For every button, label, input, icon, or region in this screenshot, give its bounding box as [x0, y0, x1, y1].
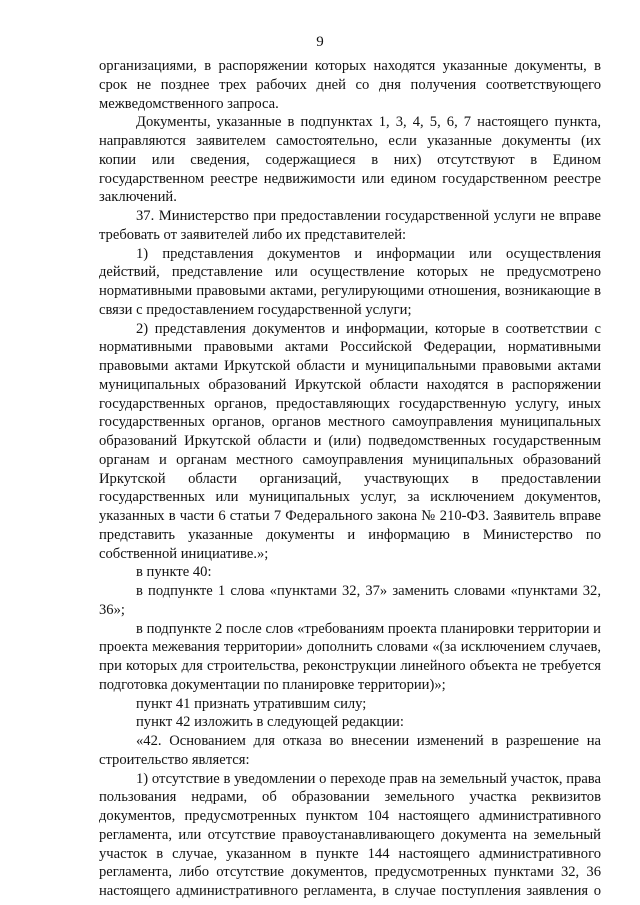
page-number: 9 [316, 34, 324, 50]
paragraph-clause-42-intro: пункт 42 изложить в следующей редакции: [136, 714, 404, 731]
paragraph-clause-42-sub1: 1) отсутствие в уведомлении о переходе прав на земельный участок, права пользования недрами, об образовании земельного участка реквизитов документов, предусмотренных пунктом 104 настоящего административного регламента, или отсутствие правоустанавливающего документа на земельный участок в случае, указанном в пункте 144 настоящего административного регламента, либо отсутствие документов, предусмотренных пунктами 32, 36 настоящего административного регламента, в случае поступления заявления о [99, 770, 601, 899]
paragraph-clause-41: пункт 41 признать утратившим силу; [136, 695, 367, 712]
paragraph-clause-42: «42. Основанием для отказа во внесении изменений в разрешение на строительство является: [99, 733, 601, 768]
document-body [99, 57, 601, 901]
paragraph-subclause-1: 1) представления документов и информации или осуществления действий, представление или осуществление которых не предусмотрено нормативными правовыми актами, регулирующими отношения, возникающие в связи с предоставлением государственной услуги; [99, 245, 601, 318]
paragraph-documents-submitted: Документы, указанные в подпунктах 1, 3, 4, 5, 6, 7 настоящего пункта, направляются заявителем самостоятельно, если указанные документы (их копии или сведения, содержащиеся в них) отсутствуют в Едином государственном реестре недвижимости или едином государственном реестре заключений. [99, 114, 601, 206]
paragraph-continuation: организациями, в распоряжении которых находятся указанные документы, в срок не позднее трех рабочих дней со дня получения соответствующего межведомственного запроса. [99, 58, 601, 112]
paragraph-subclause-2: 2) представления документов и информации, которые в соответствии с нормативными правовыми актами Российской Федерации, нормативными правовыми актами Иркутской области и муниципальными правовыми актами муниципальных образований Иркутской области находятся в распоряжении государственных органов, предоставляющих государственную услугу, иных государственных органов, органов местного самоуправления муниципальных образований Иркутской области и (или) подведомственных государственным органам и органам местного самоуправления муниципальных образований Иркутской области организаций, участвующих в предоставлении государственных или муниципальных услуг, за исключением документов, указанных в части 6 статьи 7 Федерального закона № 210-ФЗ. Заявитель вправе представить указанные документы и информацию в Министерство по собственной инициативе.»; [99, 320, 601, 562]
paragraph-clause-40-sub2: в подпункте 2 после слов «требованиям проекта планировки территории и проекта межевания территории» дополнить словами «(за исключением случаев, при которых для строительства, реконструкции линейного объекта не требуется подготовка документации по планировке территории)»; [99, 620, 601, 693]
paragraph-clause-40-intro: в пункте 40: [136, 564, 212, 581]
paragraph-clause-37: 37. Министерство при предоставлении государственной услуги не вправе требовать от заявителей либо их представителей: [99, 208, 601, 243]
paragraph-clause-40-sub1: в подпункте 1 слова «пунктами 32, 37» заменить словами «пунктами 32, 36»; [99, 583, 601, 618]
